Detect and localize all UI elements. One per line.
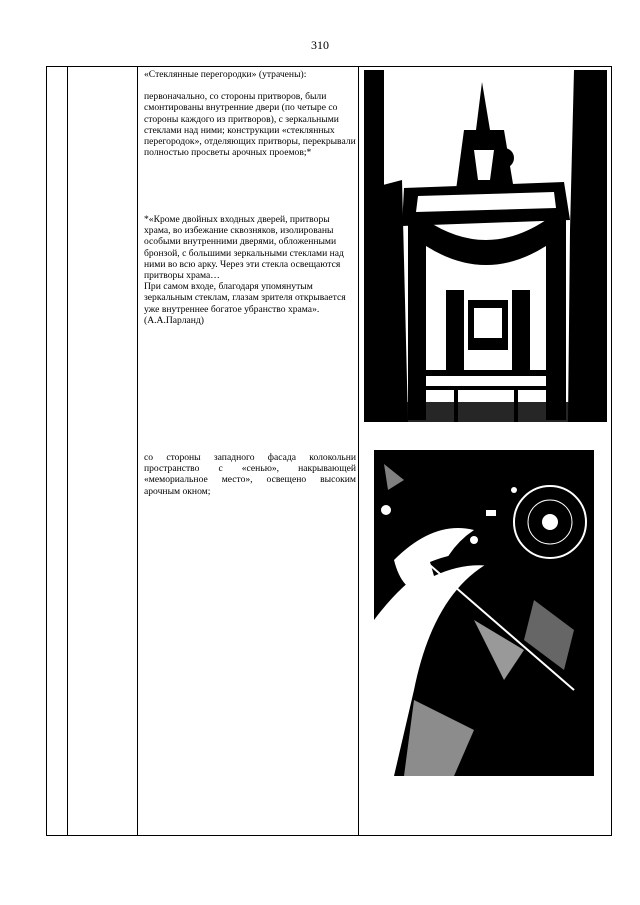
footnote-block [144,214,356,326]
footnote-paragraph: При самом входе, благодаря упомянутым зеркальным стеклам, глазам зрителя открывается уже внутреннее богатое убранство храма». (А.А.Парланд) [144,281,346,326]
mosaic-vault-photo [374,450,594,776]
canopy-interior-photo-graphic [364,70,607,422]
section-paragraph: со стороны западного фасада колокольни пространство с «сенью», накрывающей «мемориальное место», освещено высоким арочным окном; [144,452,356,497]
column-divider [358,67,359,835]
canopy-interior-photo [364,70,607,422]
column-divider [137,67,138,835]
text-block-west-facade [144,452,356,497]
page-number: 310 [311,38,329,52]
text-block-partitions [144,69,356,158]
section-paragraph: первоначально, со стороны притворов, были смонтированы внутренние двери (по четыре со стороны каждого из притворов), с зеркальными стеклами над ними; конструкции «стеклянных перегородок», отделяющих притворы, перекрывали полностью просветы арочных проемов;* [144,91,356,159]
section-heading: «Стеклянные перегородки» (утрачены): [144,69,307,80]
column-divider [67,67,68,835]
footnote-paragraph: *«Кроме двойных входных дверей, притворы храма, во избежание сквозняков, изолированы особыми внутренними дверями, обложенными бронзой, с большими зеркальными стеклами над ними во всю арку. Через эти стекла освещаются притворы храма… [144,214,344,282]
mosaic-vault-photo-graphic [374,450,594,776]
